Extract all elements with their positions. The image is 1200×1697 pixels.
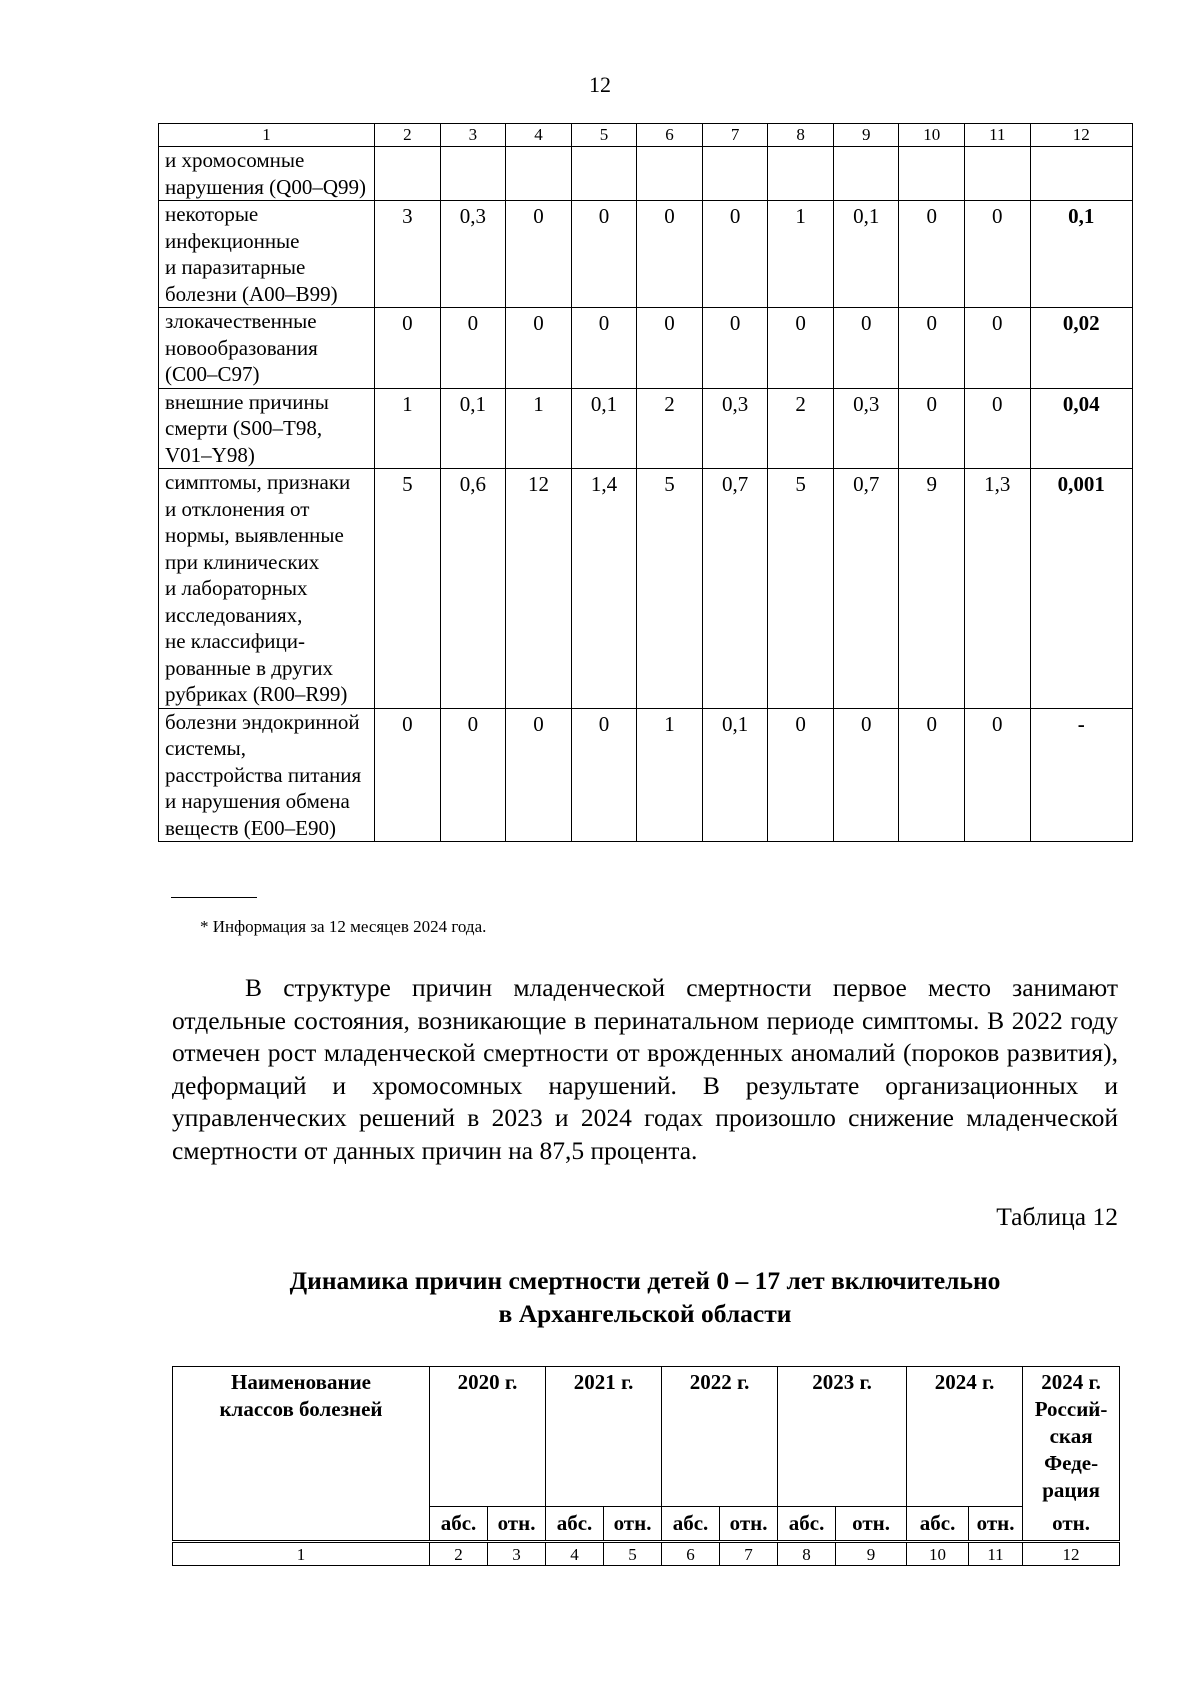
value-cell: 0 <box>899 388 965 469</box>
value-cell: 0,7 <box>702 469 768 709</box>
value-cell: 0 <box>702 308 768 389</box>
column-number-cell: 11 <box>965 124 1031 147</box>
year-header-2020: 2020 г. <box>430 1367 546 1507</box>
value-cell: 0,3 <box>440 201 506 308</box>
column-number-cell: 10 <box>907 1543 969 1566</box>
value-cell: 9 <box>899 469 965 709</box>
column-number-cell: 8 <box>768 124 834 147</box>
value-cell <box>833 147 899 201</box>
table-row <box>159 708 1133 842</box>
value-cell <box>506 147 572 201</box>
year-header-2021: 2021 г. <box>546 1367 662 1507</box>
column-number-cell: 7 <box>720 1543 778 1566</box>
disease-class-name <box>159 469 375 709</box>
column-number-cell: 11 <box>969 1543 1023 1566</box>
value-cell: 0 <box>768 708 834 842</box>
disease-class-name-line: симптомы, признаки <box>165 470 351 494</box>
column-number-cell: 4 <box>546 1543 604 1566</box>
table-row <box>159 147 1133 201</box>
disease-class-name-line: некоторые <box>165 202 259 226</box>
value-cell: 3 <box>375 201 441 308</box>
value-cell <box>440 147 506 201</box>
value-cell: 0 <box>506 708 572 842</box>
value-cell: 0,3 <box>833 388 899 469</box>
disease-class-name-line: исследованиях, <box>165 602 303 627</box>
disease-class-name-line: и лабораторных <box>165 576 308 600</box>
disease-class-name-line: болезни эндокринной <box>165 709 360 734</box>
disease-class-name-line: не классифици- <box>165 629 306 653</box>
value-cell <box>571 147 637 201</box>
value-cell: 0,1 <box>702 708 768 842</box>
disease-class-name-line: рубриках (R00–R99) <box>165 682 348 706</box>
disease-class-name <box>159 388 375 469</box>
footnote: * Информация за 12 месяцев 2024 года. <box>200 917 487 936</box>
value-cell: 0 <box>965 201 1031 308</box>
column-number-cell: 2 <box>375 124 441 147</box>
value-cell: 0,3 <box>702 388 768 469</box>
column-number-cell: 1 <box>159 124 375 147</box>
disease-class-name-line: расстройства питания <box>165 762 362 787</box>
column-number-cell: 12 <box>1023 1543 1120 1566</box>
value-cell: 0 <box>440 708 506 842</box>
value-cell: 0,1 <box>440 388 506 469</box>
abs-header: абс. <box>430 1507 488 1541</box>
column-number-cell: 7 <box>702 124 768 147</box>
value-cell: 0 <box>965 308 1031 389</box>
value-cell: 1 <box>768 201 834 308</box>
disease-class-name-line: (C00–C97) <box>165 362 260 386</box>
value-cell: 0,1 <box>571 388 637 469</box>
child-mortality-table-header <box>172 1366 1120 1541</box>
abs-header: абс. <box>662 1507 720 1541</box>
value-cell <box>637 147 703 201</box>
disease-class-name-line: инфекционные <box>165 228 300 253</box>
table-row <box>159 308 1133 389</box>
disease-class-name-line: злокачественные <box>165 309 317 333</box>
rf-value-cell: 0,02 <box>1030 308 1132 389</box>
body-paragraph: В структуре причин младенческой смертности первое место занимают отдельные состояния, возникающие в перинатальном периоде симптомы. В 2022 году отмечен рост младенческой смертности от врожденных аномалий (пороков развития), деформаций и хромосомных нарушений. В результате организационных и управленческих решений в 2023 и 2024 годах произошло снижение младенческой смертности от данных причин на 87,5 процента. <box>172 973 1118 1165</box>
disease-class-name-line: V01–Y98) <box>165 442 255 467</box>
value-cell: 0 <box>899 201 965 308</box>
disease-class-name-line: и отклонения от <box>165 496 310 521</box>
infant-mortality-table-continuation <box>158 123 1133 842</box>
rf-value-cell: 0,1 <box>1030 201 1132 308</box>
rel-header: отн. <box>969 1507 1023 1541</box>
year-header-2022: 2022 г. <box>662 1367 778 1507</box>
value-cell: 0 <box>506 308 572 389</box>
column-number-cell: 9 <box>833 124 899 147</box>
table-title-line-1: Динамика причин смертности детей 0 – 17 лет включительно <box>289 1266 1001 1295</box>
value-cell: 0 <box>571 201 637 308</box>
value-cell: 0 <box>571 708 637 842</box>
disease-class-name-line: болезни (A00–B99) <box>165 281 338 306</box>
value-cell: 5 <box>768 469 834 709</box>
disease-class-name-line: нарушения (Q00–Q99) <box>165 174 366 199</box>
abs-header: абс. <box>907 1507 969 1541</box>
disease-class-name-line: нормы, выявленные <box>165 523 344 547</box>
disease-class-name-line: новообразования <box>165 335 318 360</box>
value-cell: 0 <box>965 708 1031 842</box>
page-number: 12 <box>589 72 611 97</box>
value-cell: 1,4 <box>571 469 637 709</box>
value-cell: 1,3 <box>965 469 1031 709</box>
disease-class-name-line: рованные в других <box>165 655 334 680</box>
value-cell: 2 <box>768 388 834 469</box>
rf-value-cell: - <box>1030 708 1132 842</box>
disease-class-name <box>159 201 375 308</box>
column-number-cell: 3 <box>488 1543 546 1566</box>
value-cell: 0 <box>833 708 899 842</box>
rel-header: отн. <box>1023 1507 1120 1541</box>
disease-class-name-line: внешние причины <box>165 389 329 414</box>
column-number-row <box>159 124 1133 147</box>
value-cell: 5 <box>375 469 441 709</box>
value-cell: 0 <box>637 201 703 308</box>
rf-value-cell: 0,001 <box>1030 469 1132 709</box>
year-header-2023: 2023 г. <box>778 1367 907 1507</box>
disease-class-name-line: и нарушения обмена <box>165 789 350 813</box>
disease-class-name-line: веществ (E00–E90) <box>165 815 336 840</box>
footnote-rule <box>171 897 257 898</box>
column-number-cell: 1 <box>173 1543 430 1566</box>
value-cell <box>965 147 1031 201</box>
column-number-cell: 8 <box>778 1543 836 1566</box>
rel-header: отн. <box>720 1507 778 1541</box>
column-number-cell: 4 <box>506 124 572 147</box>
value-cell: 0 <box>833 308 899 389</box>
year-header-2024: 2024 г. <box>907 1367 1023 1507</box>
value-cell <box>375 147 441 201</box>
table-title-line-2: в Архангельской области <box>498 1298 792 1328</box>
rf-value-cell <box>1030 147 1132 201</box>
rel-header: отн. <box>604 1507 662 1541</box>
disease-class-name-line: при клинических <box>165 549 320 574</box>
value-cell: 12 <box>506 469 572 709</box>
disease-class-name-line: системы, <box>165 736 247 760</box>
child-mortality-table-column-numbers <box>172 1542 1120 1566</box>
value-cell <box>702 147 768 201</box>
value-cell: 0 <box>571 308 637 389</box>
disease-class-name <box>159 147 375 201</box>
disease-class-name-line: и паразитарные <box>165 255 306 279</box>
abs-header: абс. <box>546 1507 604 1541</box>
value-cell <box>899 147 965 201</box>
table-row <box>159 469 1133 709</box>
rel-header: отн. <box>488 1507 546 1541</box>
column-number-cell: 10 <box>899 124 965 147</box>
value-cell: 0,6 <box>440 469 506 709</box>
rf-header: 2024 г. Россий- ская Феде- рация <box>1023 1367 1120 1507</box>
column-number-cell: 5 <box>604 1543 662 1566</box>
value-cell: 1 <box>375 388 441 469</box>
column-number-cell: 9 <box>836 1543 907 1566</box>
column-number-cell: 6 <box>662 1543 720 1566</box>
value-cell: 0 <box>375 708 441 842</box>
rf-value-cell: 0,04 <box>1030 388 1132 469</box>
value-cell: 0 <box>899 708 965 842</box>
value-cell: 0,7 <box>833 469 899 709</box>
table-title <box>172 1265 1118 1330</box>
disease-class-name-line: и хромосомные <box>165 148 305 172</box>
value-cell: 0 <box>375 308 441 389</box>
column-number-cell: 3 <box>440 124 506 147</box>
value-cell: 0 <box>506 201 572 308</box>
value-cell: 0 <box>899 308 965 389</box>
value-cell: 1 <box>637 708 703 842</box>
table-label: Таблица 12 <box>996 1202 1118 1231</box>
value-cell: 0 <box>702 201 768 308</box>
value-cell: 0 <box>965 388 1031 469</box>
abs-header: абс. <box>778 1507 836 1541</box>
value-cell: 0 <box>440 308 506 389</box>
column-number-cell: 5 <box>571 124 637 147</box>
rel-header: отн. <box>836 1507 907 1541</box>
value-cell: 0,1 <box>833 201 899 308</box>
table-row <box>159 388 1133 469</box>
value-cell: 1 <box>506 388 572 469</box>
value-cell: 0 <box>637 308 703 389</box>
table-row <box>159 201 1133 308</box>
value-cell: 0 <box>768 308 834 389</box>
disease-class-header: Наименование классов болезней <box>173 1367 430 1541</box>
disease-class-name <box>159 708 375 842</box>
value-cell <box>768 147 834 201</box>
value-cell: 5 <box>637 469 703 709</box>
value-cell: 2 <box>637 388 703 469</box>
column-number-cell: 12 <box>1030 124 1132 147</box>
disease-class-name <box>159 308 375 389</box>
disease-class-name-line: смерти (S00–T98, <box>165 416 323 440</box>
column-number-cell: 6 <box>637 124 703 147</box>
column-number-cell: 2 <box>430 1543 488 1566</box>
